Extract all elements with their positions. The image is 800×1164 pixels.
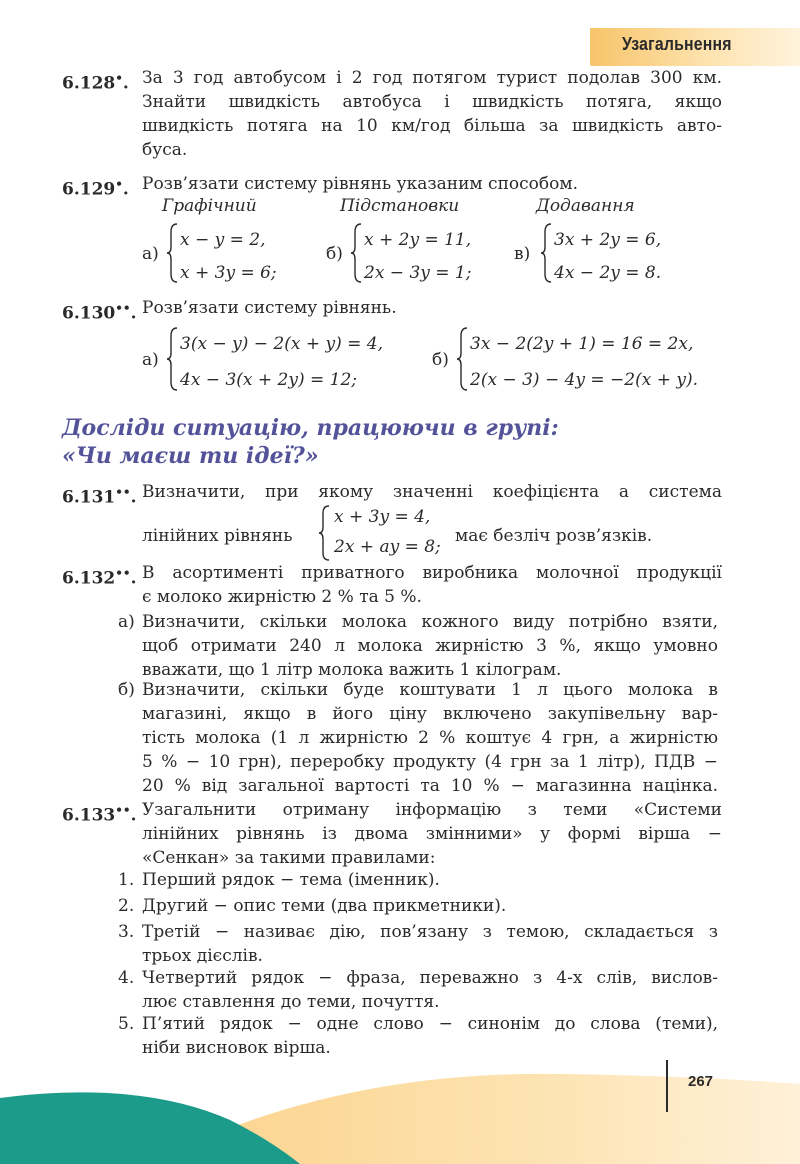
subitem-label: а): [142, 350, 159, 370]
exercise-6-130: [62, 296, 732, 326]
list-item: П’ятий рядок − одне слово − синонім до слова (теми), ніби висновок вірша.: [142, 1014, 718, 1058]
list-item: Перший рядок − тема (іменник).: [142, 870, 440, 890]
exercise-number: 6.132••.: [62, 566, 137, 589]
equation-system: 3x − 2(2y + 1) = 16 = 2x, 2(x − 3) − 4y = −2(x + y).: [470, 334, 699, 390]
list-item-number: 3.: [118, 922, 135, 942]
equation-system: x + 2y = 11, 2x − 3y = 1;: [364, 230, 472, 283]
exercise-number: 6.130••.: [62, 301, 137, 324]
list-item: Третій − називає дію, пов’язану з темою, складається з трьох дієслів.: [142, 922, 718, 966]
exercise-6-133: [62, 798, 732, 874]
equation-system: 3x + 2y = 6, 4x − 2y = 8.: [554, 230, 662, 283]
inline-text: має безліч розв’язків.: [455, 526, 653, 546]
equation-system: 3(x − y) − 2(x + y) = 4, 4x − 3(x + 2y) = 12;: [180, 334, 383, 390]
section-header-title: Узагальнення: [622, 34, 732, 54]
exercise-text: За 3 год автобусом і 2 год потягом турист подолав 300 км. Знайти швидкість автобуса і швидкість потяга, якщо швидкість потяга на 10 км/год більша за швидкість авто- буса.: [142, 68, 722, 160]
exercise-number: 6.129•.: [62, 177, 129, 200]
subitem-label: в): [514, 244, 531, 264]
page-corner-decoration: [0, 1040, 800, 1164]
subitem-label: б): [118, 680, 135, 700]
exercise-number: 6.133••.: [62, 803, 137, 826]
exercise-6-128: [62, 66, 732, 166]
exercise-text: Розв’язати систему рівнянь.: [142, 298, 397, 318]
list-item-number: 1.: [118, 870, 135, 890]
list-item: Четвертий рядок − фраза, переважно з 4-х слів, вислов- лює ставлення до теми, почуття.: [142, 968, 718, 1012]
page-number-divider: [666, 1060, 668, 1112]
inline-text: лінійних рівнянь: [142, 526, 293, 546]
left-brace-icon: [166, 222, 180, 284]
equation-system: x + 3y = 4, 2x + ay = 8;: [334, 507, 441, 557]
list-item-number: 5.: [118, 1014, 135, 1034]
left-brace-icon: [540, 222, 554, 284]
method-caption: Підстановки: [340, 196, 460, 216]
list-item-number: 4.: [118, 968, 135, 988]
exercise-text: Розв’язати систему рівнянь указаним способом.: [142, 174, 578, 194]
left-brace-icon: [456, 326, 470, 392]
subitem-text: Визначити, скільки буде коштувати 1 л цього молока в магазині, якщо в його ціну включено закупівельну вар- тість молока (1 л жирністю 2 % коштує 4 грн, а жирністю 5 % − 10 грн), переробку продукту (4 грн за 1 літр), ПДВ − 20 % від загальної вартості та 10 % − магазинна націнка.: [142, 680, 718, 796]
subitem-text: Визначити, скільки молока кожного виду потрібно взяти, щоб отримати 240 л молока жирністю 3 %, якщо умовно вважати, що 1 літр молока важить 1 кілограм.: [142, 612, 718, 680]
list-item: Другий − опис теми (два прикметники).: [142, 896, 507, 916]
exercise-text: Визначити, при якому значенні коефіцієнта a система: [142, 482, 722, 502]
page-number: 267: [688, 1073, 714, 1090]
subitem-label: а): [118, 612, 135, 632]
exercise-text: Узагальнити отриману інформацію з теми «Системи лінійних рівнянь із двома змінними» у формі вірша − «Сенкан» за такими правилами:: [142, 800, 722, 868]
exercise-text: В асортименті приватного виробника молочної продукції є молоко жирністю 2 % та 5 %.: [142, 563, 722, 607]
exercise-number: 6.131••.: [62, 485, 137, 508]
method-caption: Графічний: [162, 196, 257, 216]
left-brace-icon: [350, 222, 364, 284]
exercise-6-132: [62, 561, 732, 611]
subitem-label: б): [432, 350, 449, 370]
left-brace-icon: [318, 504, 332, 562]
section-title: Досліди ситуацію, працюючи в групі: «Чи маєш ти ідеї?»: [62, 415, 559, 469]
subitem-label: б): [326, 244, 343, 264]
method-caption: Додавання: [536, 196, 635, 216]
subitem-label: а): [142, 244, 159, 264]
list-item-number: 2.: [118, 896, 135, 916]
equation-system: x − y = 2, x + 3y = 6;: [180, 230, 277, 283]
left-brace-icon: [166, 326, 180, 392]
exercise-number: 6.128•.: [62, 71, 129, 94]
